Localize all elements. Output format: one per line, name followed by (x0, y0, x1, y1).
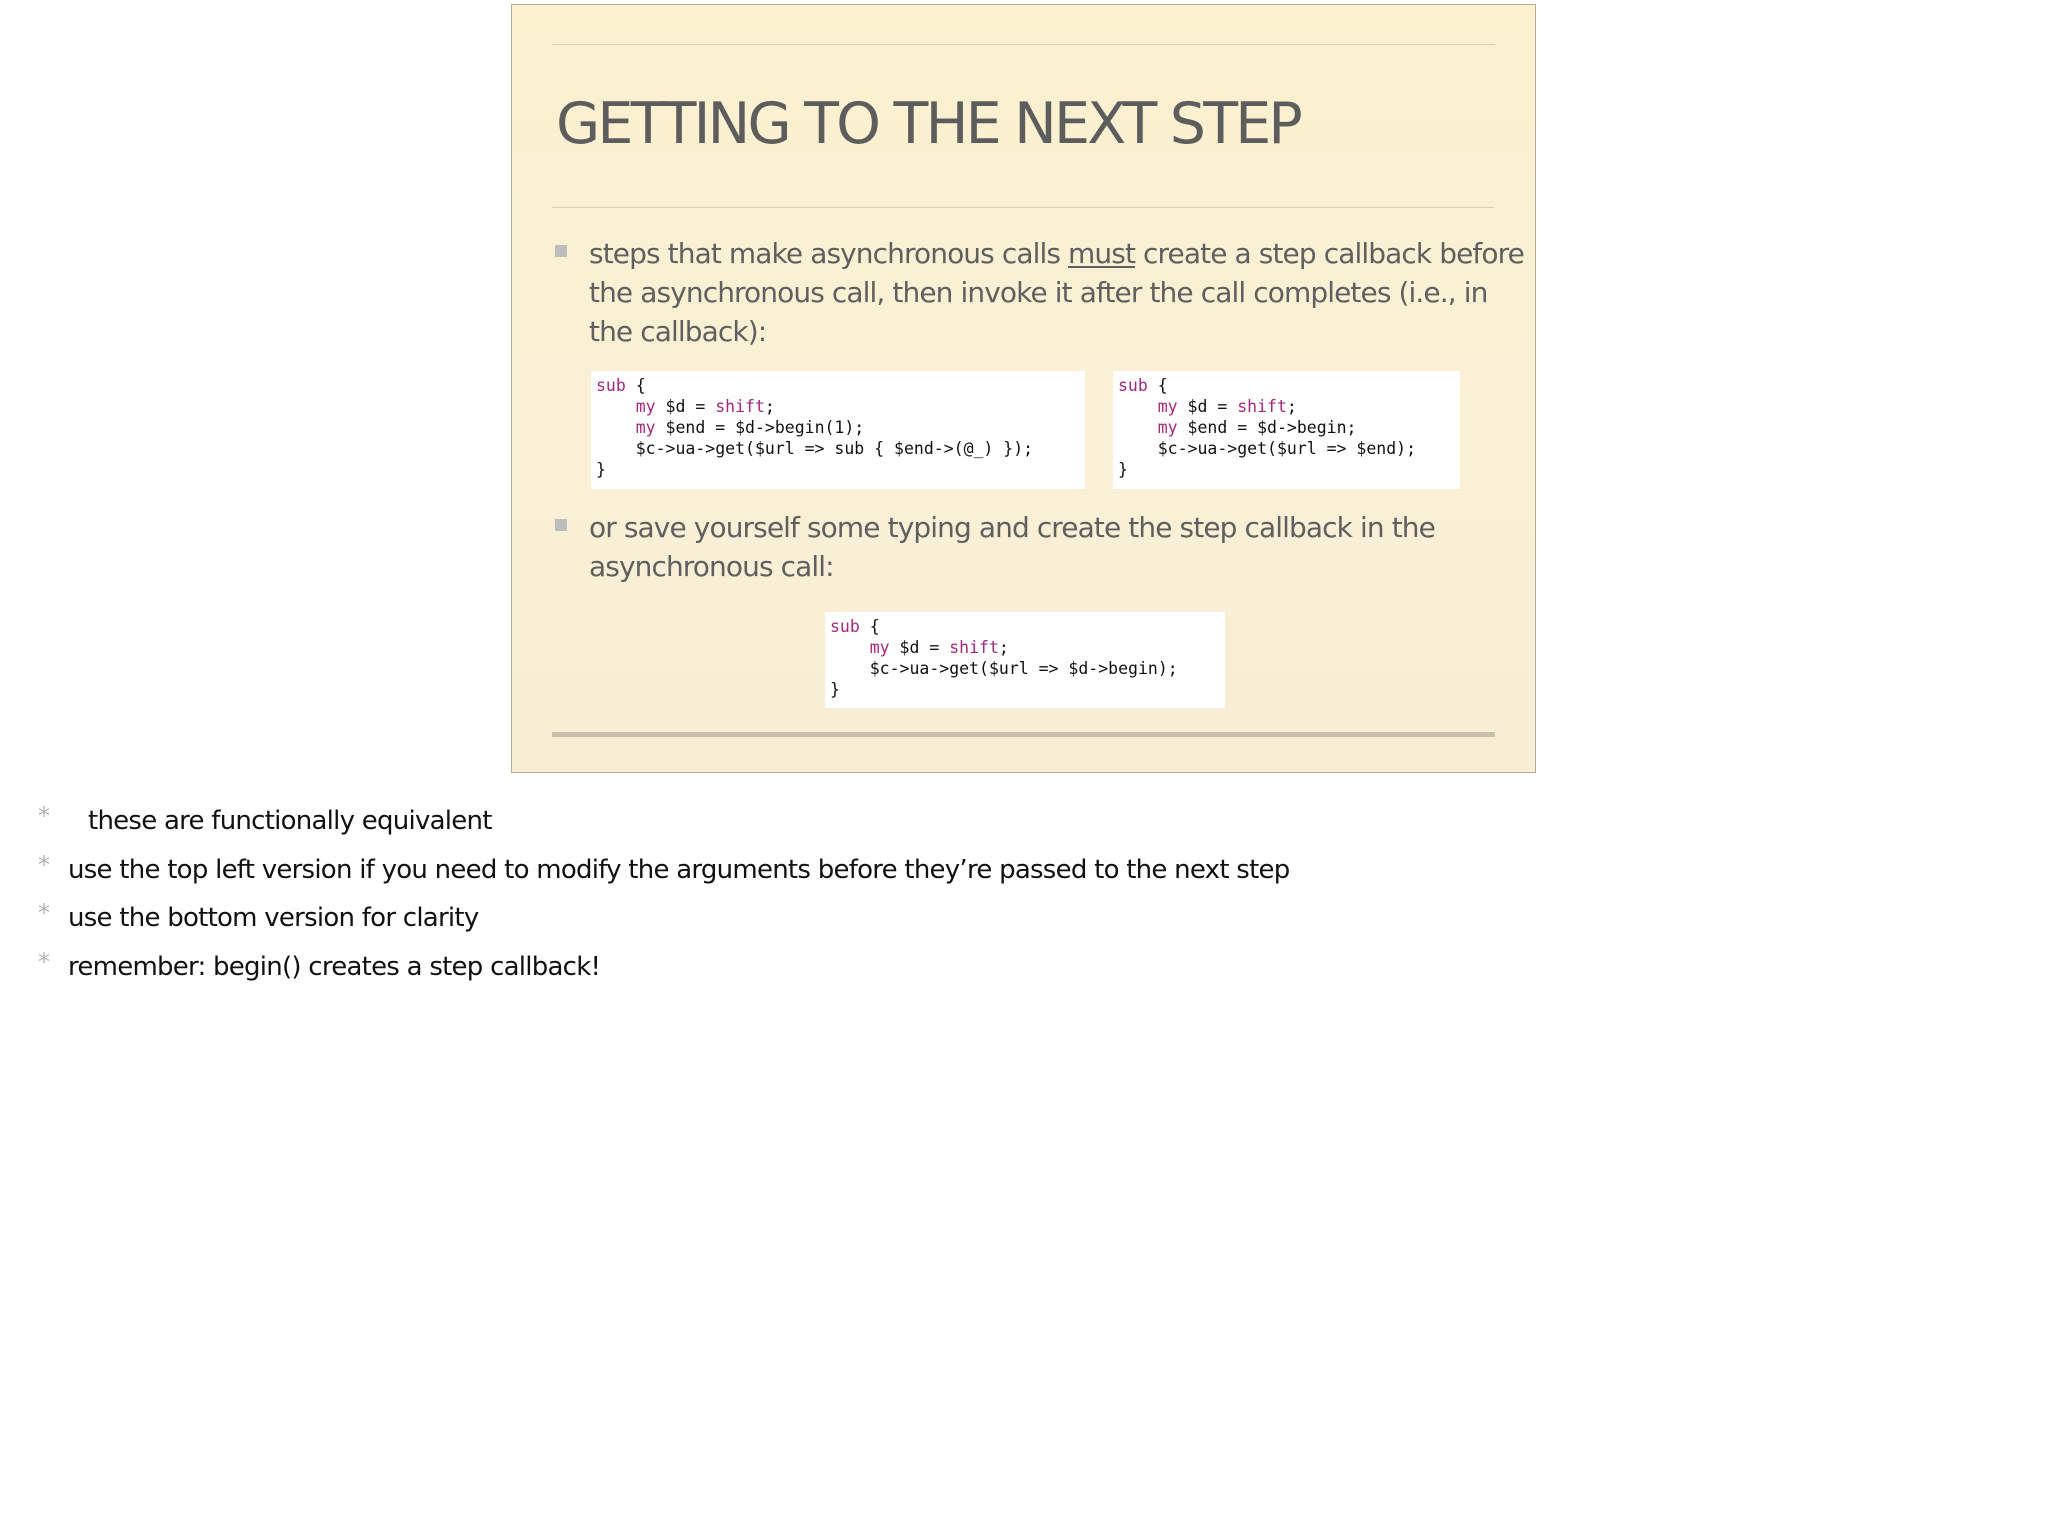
bullet-1-emphasis: must (1068, 237, 1136, 270)
code-text: $c->ua->get($url => $end); (1157, 439, 1417, 458)
code-text: { (859, 617, 880, 636)
code-line (596, 396, 1080, 417)
code-line (830, 616, 1220, 637)
code-line (830, 658, 1220, 679)
code-keyword: my (635, 397, 656, 416)
code-text: $c->ua->get($url => sub { $end->(@_) }); (635, 439, 1034, 458)
code-line (596, 459, 1080, 480)
bottom-rule (552, 732, 1495, 737)
code-text: $d = (1177, 397, 1238, 416)
code-text: ; (998, 638, 1009, 657)
code-line (1118, 375, 1455, 396)
asterisk-icon: * (38, 850, 50, 879)
note-text: remember: begin() creates a step callback! (68, 951, 601, 982)
code-text: $end = $d->begin; (1177, 418, 1357, 437)
code-text: } (596, 460, 606, 479)
presenter-slide (511, 4, 1536, 773)
code-text: $end = $d->begin(1); (655, 418, 865, 437)
asterisk-icon: * (38, 899, 50, 927)
bullet-marker (555, 245, 567, 257)
asterisk-icon: * (38, 947, 50, 976)
code-line (1118, 417, 1455, 438)
code-text: } (830, 680, 840, 699)
code-block-top-left (591, 371, 1085, 489)
code-block-top-right (1113, 371, 1460, 489)
code-line (596, 375, 1080, 396)
code-line (596, 438, 1080, 459)
code-keyword: shift (1237, 397, 1287, 416)
code-block-bottom (825, 612, 1225, 708)
code-keyword: my (869, 638, 890, 657)
title-rule (552, 207, 1495, 208)
code-text: $c->ua->get($url => $d->begin); (869, 659, 1178, 678)
slide-title: GETTING TO THE NEXT STEP (556, 91, 1300, 157)
code-text: $d = (889, 638, 950, 657)
bullet-text-1 (589, 234, 1529, 351)
code-line (830, 637, 1220, 658)
note-text: use the top left version if you need to modify the arguments before they’re passed to the next step (68, 854, 1290, 885)
bullet-marker (555, 519, 567, 531)
code-line (830, 679, 1220, 700)
code-text: } (1118, 460, 1128, 479)
note-text: these are functionally equivalent (88, 806, 492, 836)
bullet-text-2: or save yourself some typing and create the step callback in the asynchronous call: (589, 511, 1435, 583)
bullet-1-before: steps that make asynchronous calls (589, 237, 1069, 270)
note-text: use the bottom version for clarity (68, 903, 479, 933)
code-text: { (625, 376, 646, 395)
code-keyword: sub (1118, 376, 1148, 395)
code-text: $d = (655, 397, 716, 416)
code-line (1118, 459, 1455, 480)
code-keyword: my (635, 418, 656, 437)
code-keyword: my (1157, 397, 1178, 416)
code-text: ; (764, 397, 775, 416)
code-text: { (1147, 376, 1168, 395)
code-line (1118, 438, 1455, 459)
code-keyword: shift (715, 397, 765, 416)
code-keyword: shift (949, 638, 999, 657)
code-keyword: sub (596, 376, 626, 395)
code-line (596, 417, 1080, 438)
code-keyword: sub (830, 617, 860, 636)
code-text: ; (1286, 397, 1297, 416)
bullet-1-after: create a step callback before the asynchronous call, then invoke it after the call completes (i.e., in the callback): (589, 237, 1524, 348)
code-keyword: my (1157, 418, 1178, 437)
asterisk-icon: * (38, 802, 50, 830)
code-line (1118, 396, 1455, 417)
top-rule (552, 44, 1495, 45)
